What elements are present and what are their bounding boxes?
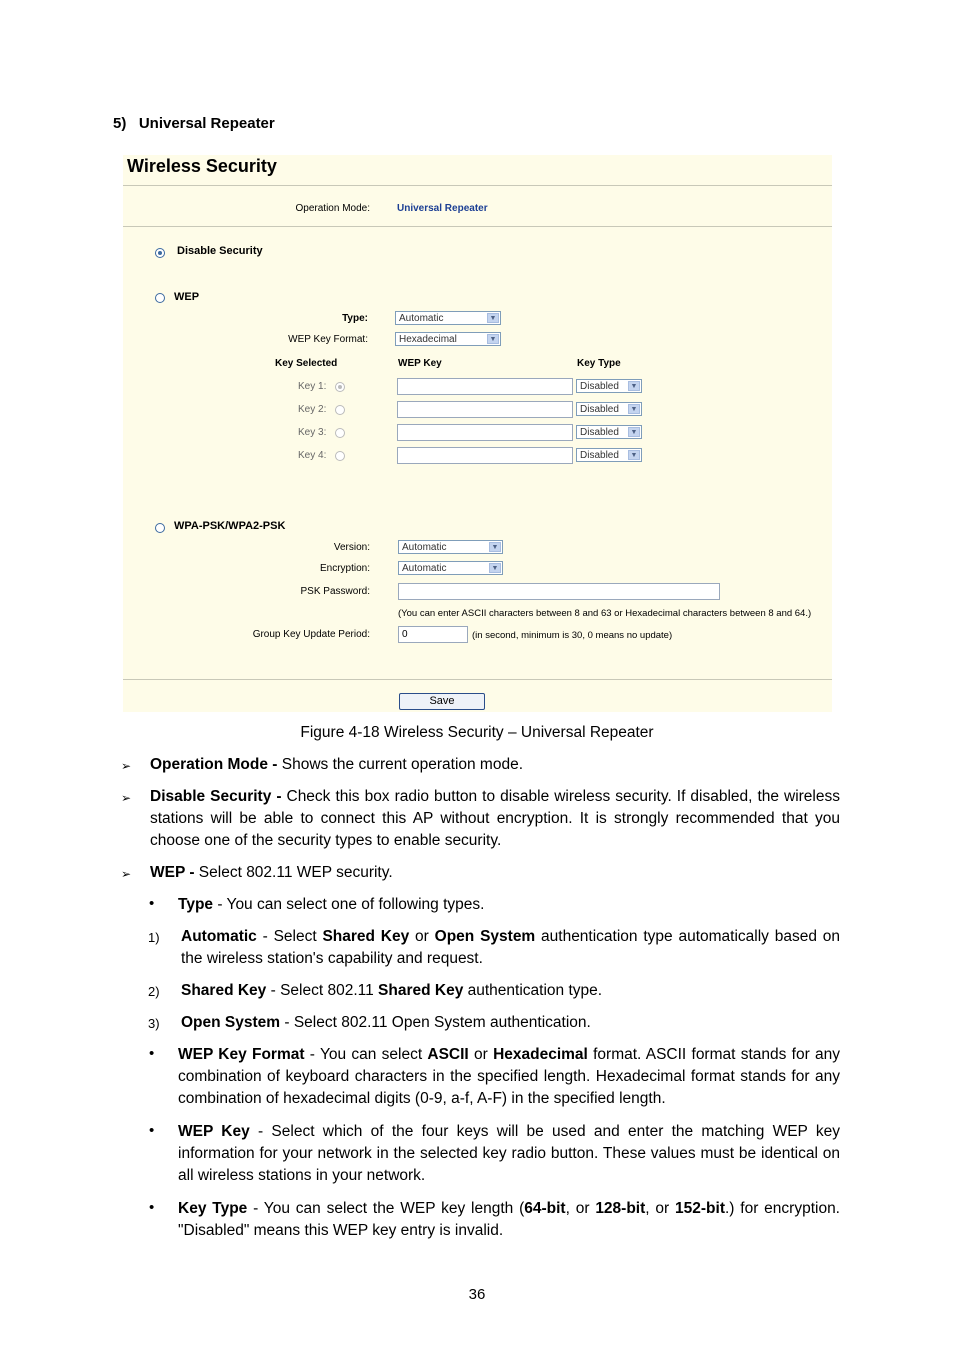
key-3-label: Key 3: [298,427,327,438]
encryption-label: Encryption: [319,563,370,574]
key-3-radio[interactable] [335,428,345,438]
wep-label: WEP [174,291,200,303]
type-item: Type - You can select one of following types. [178,896,485,913]
psk-hint: (You can enter ASCII characters between 8 and 63 or Hexadecimal characters between 8 and 64.) [398,608,812,619]
wep-key-item: WEP Key - Select which of the four keys will be used and enter the matching WEP key information for your network in the selected key radio button. These values must be identical on all wireless stations in your network. [178,1123,840,1184]
chevron-down-icon: ▼ [628,450,640,460]
key-1-radio[interactable] [335,382,345,392]
chevron-down-icon: ▼ [628,427,640,437]
wep-key-format-label: WEP Key Format: [288,334,368,345]
key-1-type-select[interactable]: Disabled ▼ [576,379,642,393]
list-number: 1) [148,930,160,945]
chevron-down-icon: ▼ [628,381,640,391]
section-title: 5) Universal Repeater [113,115,275,132]
dot-bullet-icon: • [149,1199,155,1216]
wep-key-format-item: WEP Key Format - You can select ASCII or Hexadecimal format. ASCII format stands for any combination of keyboard characters in the specified length. Hexadecimal format stands for any combination of hexadecimal digits (0-9, a-f, A-F) in the specified length. [178,1046,840,1107]
list-number: 3) [148,1016,160,1031]
wep-item: WEP - Select 802.11 WEP security. [150,864,393,881]
key-type-item: Key Type - You can select the WEP key length (64-bit, or 128-bit, or 152-bit.) for encryption. "Disabled" means this WEP key entry is invalid. [178,1200,840,1239]
save-button[interactable]: Save [399,693,485,710]
list-number: 2) [148,984,160,999]
col-key-type: Key Type [577,358,621,369]
operation-mode-value: Universal Repeater [397,203,488,214]
key-2-radio[interactable] [335,405,345,415]
open-system-item: Open System - Select 802.11 Open System authentication. [181,1014,591,1031]
key-3-type-select[interactable]: Disabled ▼ [576,425,642,439]
key-2-type-select[interactable]: Disabled ▼ [576,402,642,416]
chevron-down-icon: ▼ [487,313,499,323]
panel-title: Wireless Security [127,156,277,176]
chevron-down-icon: ▼ [487,334,499,344]
psk-password-input[interactable] [398,583,720,600]
key-4-input[interactable] [397,447,573,464]
key-1-input[interactable] [397,378,573,395]
key-3-input[interactable] [397,424,573,441]
group-key-hint: (in second, minimum is 30, 0 means no update) [472,630,673,641]
col-wep-key: WEP Key [398,358,442,369]
wep-type-label: Type: [342,313,368,324]
col-key-selected: Key Selected [275,358,338,369]
arrow-bullet-icon: ➢ [121,867,132,881]
group-key-label: Group Key Update Period: [252,629,370,640]
version-select[interactable]: Automatic ▼ [398,540,503,554]
key-1-label: Key 1: [298,381,327,392]
wireless-security-panel [123,155,832,712]
disable-security-radio[interactable] [155,248,165,258]
dot-bullet-icon: • [149,895,155,912]
encryption-select[interactable]: Automatic ▼ [398,561,503,575]
key-2-input[interactable] [397,401,573,418]
key-4-radio[interactable] [335,451,345,461]
automatic-item: Automatic - Select Shared Key or Open System authentication type automatically based on the wireless station's capability and request. [181,928,840,967]
chevron-down-icon: ▼ [628,404,640,414]
wep-radio[interactable] [155,293,165,303]
psk-password-label: PSK Password: [300,586,370,597]
key-2-label: Key 2: [298,404,327,415]
arrow-bullet-icon: ➢ [121,791,132,805]
disable-security-label: Disable Security [177,245,263,257]
wep-key-format-select[interactable]: Hexadecimal ▼ [395,332,501,346]
key-4-label: Key 4: [298,450,327,461]
wpa-label: WPA-PSK/WPA2-PSK [174,520,286,532]
operation-mode-label: Operation Mode: [295,203,370,214]
dot-bullet-icon: • [149,1122,155,1139]
divider [123,679,832,680]
op-mode-item: Operation Mode - Shows the current operation mode. [150,756,524,773]
divider [123,226,832,227]
disable-security-item: Disable Security - Check this box radio button to disable wireless security. If disabled, the wireless stations will be able to connect this AP without encryption. It is strongly recommended that you choose one of the security types to enable security. [150,788,840,849]
page-number: 36 [468,1286,486,1303]
wpa-radio[interactable] [155,523,165,533]
chevron-down-icon: ▼ [489,542,501,552]
shared-key-item: Shared Key - Select 802.11 Shared Key authentication type. [181,982,603,999]
wep-type-select[interactable]: Automatic ▼ [395,311,501,325]
group-key-input[interactable]: 0 [398,626,468,643]
figure-caption: Figure 4-18 Wireless Security – Universal Repeater [300,724,654,741]
key-4-type-select[interactable]: Disabled ▼ [576,448,642,462]
version-label: Version: [333,542,370,553]
arrow-bullet-icon: ➢ [121,759,132,773]
chevron-down-icon: ▼ [489,563,501,573]
divider [123,185,832,186]
dot-bullet-icon: • [149,1045,155,1062]
